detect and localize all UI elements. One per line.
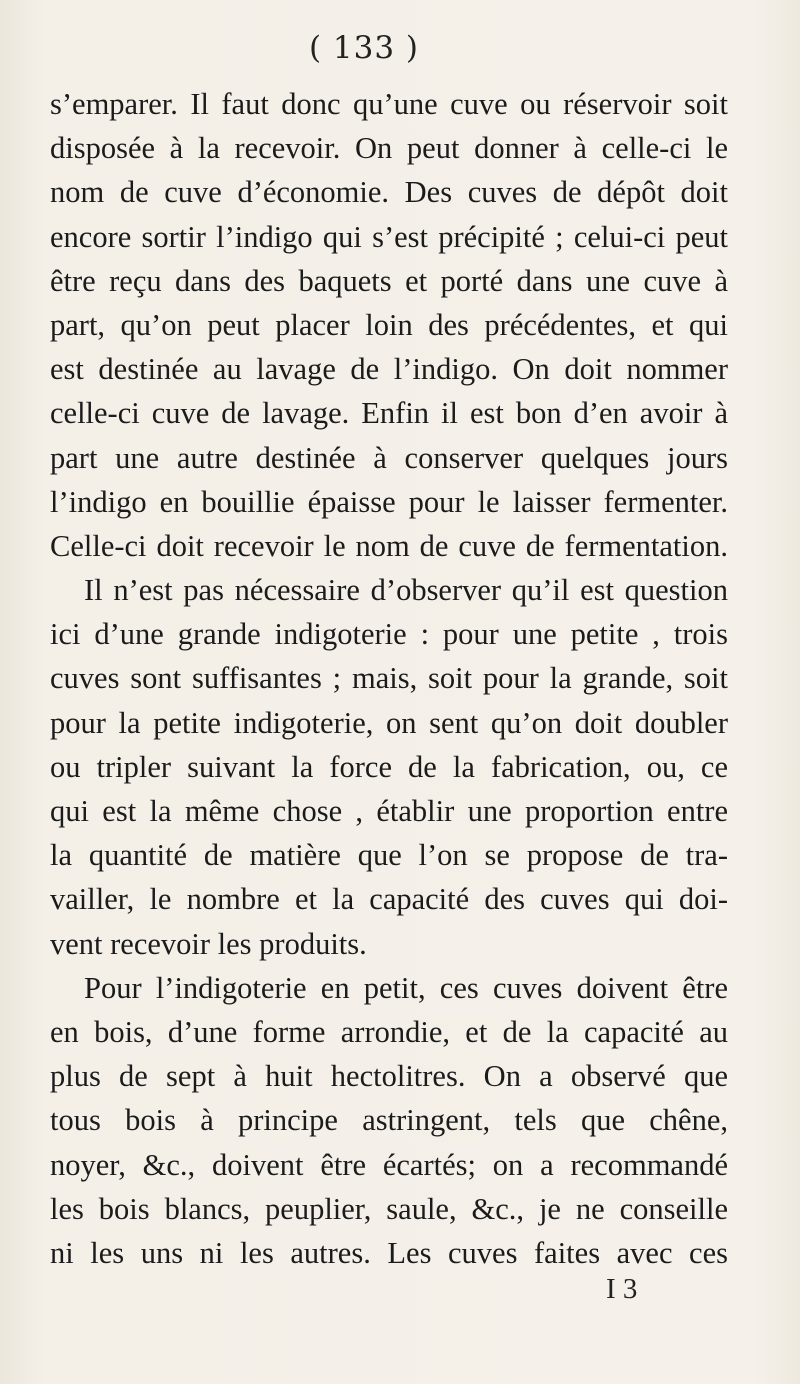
text-line: part, qu’on peut placer loin des précédentes, et qui — [50, 307, 728, 342]
text-line: vailler, le nombre et la capacité des cuves qui doi- — [50, 882, 728, 917]
text-line: ici d’une grande indigoterie : pour une petite , trois — [50, 617, 728, 652]
text-line: part une autre destinée à conserver quelques jours — [50, 440, 728, 475]
page-number: ( 133 ) — [308, 30, 420, 66]
text-line: plus de sept à huit hectolitres. On a observé que — [50, 1059, 728, 1094]
text-line: la quantité de matière que l’on se propose de tra- — [50, 838, 728, 873]
text-line: qui est la même chose , établir une proportion entre — [50, 794, 728, 828]
text-line: nom de cuve d’économie. Des cuves de dépôt doit — [50, 175, 728, 210]
text-line: est destinée au lavage de l’indigo. On doit nommer — [50, 352, 728, 387]
text-line: disposée à la recevoir. On peut donner à celle-ci le — [50, 131, 728, 166]
text-line: être reçu dans des baquets et porté dans une cuve à — [50, 263, 728, 298]
text-line: ou tripler suivant la force de la fabrication, ou, ce — [50, 749, 728, 784]
text-line: ni les uns ni les autres. Les cuves faites avec ces — [50, 1235, 728, 1270]
text-line: celle-ci cuve de lavage. Enfin il est bon d’en avoir à — [50, 396, 728, 431]
text-line: l’indigo en bouillie épaisse pour le laisser fermenter. — [50, 484, 728, 519]
text-line: cuves sont suffisantes ; mais, soit pour la grande, soit — [50, 661, 728, 696]
text-line: Il n’est pas nécessaire d’observer qu’il est question — [84, 573, 728, 608]
signature-mark: I 3 — [606, 1273, 638, 1305]
text-line: en bois, d’une forme arrondie, et de la capacité au — [50, 1014, 728, 1049]
text-line: les bois blancs, peuplier, saule, &c., je ne conseille — [50, 1191, 728, 1226]
text-line: noyer, &c., doivent être écartés; on a recommandé — [50, 1147, 728, 1182]
text-line: s’emparer. Il faut donc qu’une cuve ou réservoir soit — [50, 87, 728, 121]
text-line: pour la petite indigoterie, on sent qu’on doit doubler — [50, 705, 728, 740]
text-line: encore sortir l’indigo qui s’est précipité ; celui-ci peut — [50, 219, 728, 254]
text-line: tous bois à principe astringent, tels que chêne, — [50, 1103, 728, 1138]
text-line: vent recevoir les produits. — [50, 926, 367, 961]
text-line: Celle-ci doit recevoir le nom de cuve de fermentation. — [50, 528, 728, 563]
body-text — [50, 82, 728, 1275]
text-line: Pour l’indigoterie en petit, ces cuves doivent être — [84, 970, 728, 1005]
